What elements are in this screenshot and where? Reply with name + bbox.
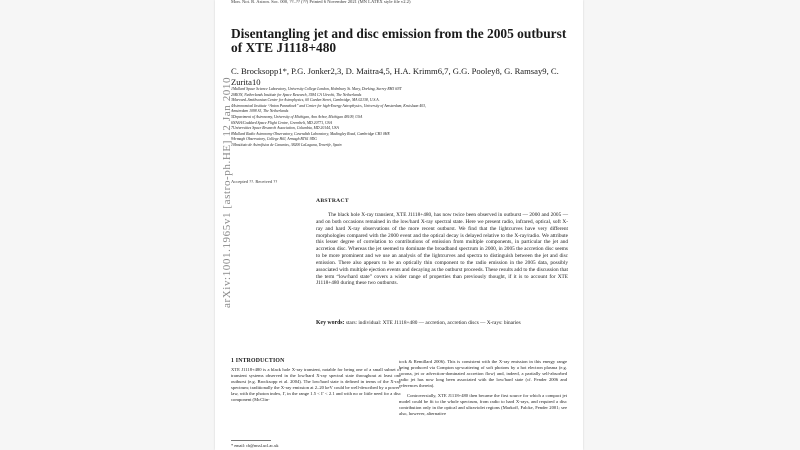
intro-right-column [399,359,567,417]
keywords [316,320,568,327]
affiliation: 4Astronomical Institute “Anton Pannekoek” and Center for high-Energy Astrophysics, University of Amsterdam, Kruislaan 403, [231,103,427,108]
affiliation: 6NASA/Goddard Space Flight Centre, Greenbelt, MD 20771, USA [231,120,333,125]
affiliation-list [231,87,579,149]
intro-paragraph: tock & Remillard 2006). This is consistent with the X-ray emission in this energy range being produced via Compton up-scattering of soft photons by a hot electron plasma (e.g. corona, jet or advection-dominated accretion flow) and, indeed, a partially self-absorbed radio jet has now long been associated with the low/hard state (cf. Fender 2006 and references therein). [399,359,567,388]
affiliation: 2SRON, Netherlands Institute for Space Research, 3584 CA Utrecht, The Netherlands [231,92,362,97]
paper-title: Disentangling jet and disc emission from the 2005 outburst of XTE J1118+480 [231,26,567,55]
affiliation: 10Instituto de Astrofísica de Canarias, 38200 LaLaguna, Tenerife, Spain [231,142,342,147]
section-heading-introduction: 1 INTRODUCTION [231,358,285,364]
abstract-heading: ABSTRACT [316,198,349,204]
keywords-text: stars: individual: XTE J1118+480 — accretion, accretion discs — X-rays: binaries [345,320,521,326]
author-list: C. Brocksopp1*, P.G. Jonker2,3, D. Maitra4,5, H.A. Krimm6,7, G.G. Pooley8, G. Ramsay9, C. Zurita10 [231,66,559,87]
abstract-body: The black hole X-ray transient, XTE J1118+480, has now twice been observed in outburst — 2000 and 2005 — and on both occasions remained in the low/hard X-ray spectral state. Here we present radio, infrared, optical, soft X-ray and hard X-ray observations of the more recent outburst. We find that the lightcurves have very different morphologies compared with the 2000 event and the optical decay is delayed relative to the X-ray/radio. We attribute this lesser degree of correlation to contributions of emission from multiple components, in particular the jet and accretion disc. Whereas the jet seemed to dominate the broadband spectrum in 2000, in 2005 the accretion disc seems to be more prominent and we use an analysis of the lightcurves and spectra to distinguish between the jet and disc emission. There also appears to be an optically thin component to the radio emission in the 2005 data, possibly associated with multiple ejection events and decaying as the outburst proceeds. These results add to the discussion that the term “low/hard state” covers a wider range of properties than previously thought, if it is to account for XTE J1118+480 during these two outbursts. [316,212,568,287]
accepted-received-line: Accepted ??. Received ?? [231,179,278,184]
paper-page [215,0,583,450]
footnote-email: * email: cb@mssl.ucl.ac.uk [231,443,279,448]
keywords-label: Key words: [316,320,345,326]
intro-left-column: XTE J1118+480 is a black hole X-ray transient, notable for being one of a small subset of transient systems observed in the low/hard X-ray spectral state throughout at least one outburst (e.g. Brocksopp et al. 2004). The low/hard state is defined in terms of the X-ray spectrum; traditionally the X-ray emission at 2–20 keV could be well-described by a power-law, with the photon index, Γ, in the range 1.5 < Γ < 2.1 and with no or little need for a disc component (McClin- [231,367,401,402]
affiliation: 5Department of Astronomy, University of Michigan, Ann Arbor, Michigan 48109, USA [231,114,363,119]
arxiv-stamp: arXiv:1001.1965v1 [astro-ph.HE] 12 Jan 2010 [221,76,233,308]
affiliation: 9Armagh Observatory, College Hill, Armagh BT61 9DG [231,137,317,142]
running-header: Mon. Not. R. Astron. Soc. 000, ??–?? (??) Printed 6 November 2021 (MN LATEX style file v2.2) [231,0,411,4]
affiliation: 8Mullard Radio Astronomy Observatory, Cavendish Laboratory, Madingley Road, Cambridge CB3 0HE [231,131,390,136]
affiliation: 7Universities Space Research Association, Columbia, MD 20144, USA [231,126,339,131]
footnote-rule [231,440,271,441]
affiliation: 1Mullard Space Science Laboratory, University College London, Holmbury St. Mary, Dorking, Surrey RH5 6NT [231,87,402,91]
affiliation: Amsterdam 1098 SJ, The Netherlands [231,109,289,114]
affiliation: 3Harvard–Smithsonian Center for Astrophysics, 60 Garden Street, Cambridge, MA 02138, U.S.A. [231,98,380,103]
intro-paragraph: Controversially, XTE J1118+480 then became the first source for which a compact jet model could be fit to the whole spectrum, from radio to hard X-rays, and required a disc contribution only in the optical and ultraviolet regions (Markoff, Falcke, Fender 2001; see also, however, alternative [399,392,567,416]
